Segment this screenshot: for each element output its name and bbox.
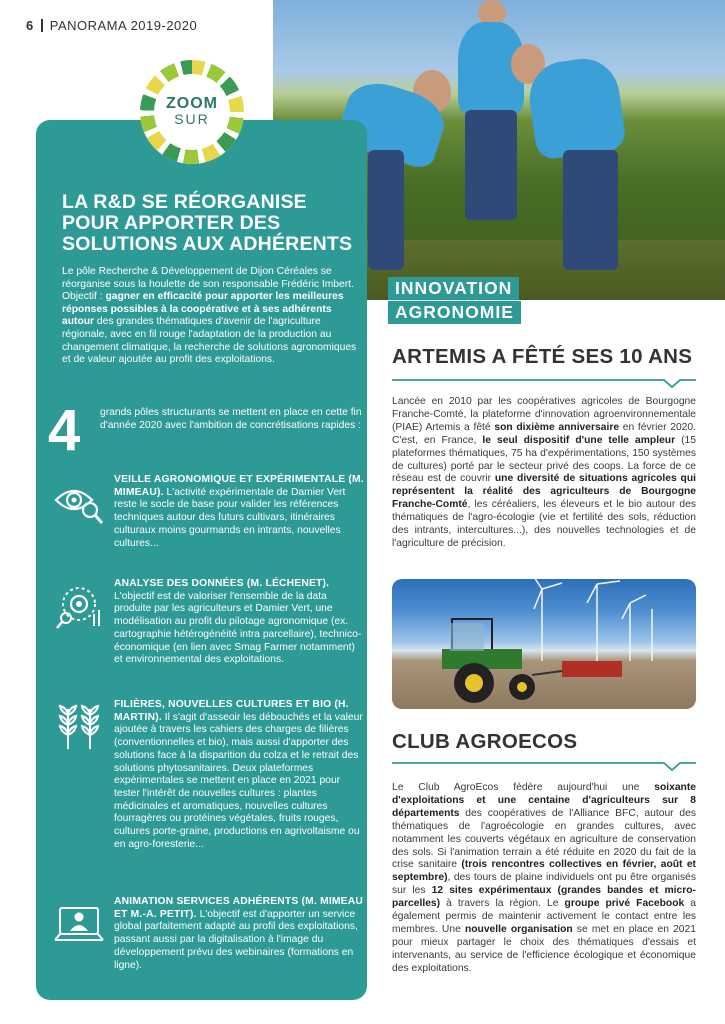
pole-heading: ANALYSE DES DONNÉES (M. LÉCHENET).	[114, 578, 330, 589]
artemis-body	[392, 396, 696, 551]
pole-body: L'objectif est d'apporter un service global parfaitement adapté au profil des exploitations, passant aussi par la digitalisation à l'image du développement prévu des webinaires (formations en ligne).	[114, 908, 358, 971]
club-body	[392, 782, 696, 976]
pole-text	[114, 578, 364, 667]
artemis-text-3: (15 plateformes thématiques, 75 ha d'expérimentations, 150 systèmes de cultures) porté par le secteur privé des coops. La force de ce réseau est de couvrir	[392, 434, 696, 485]
club-text-c: des coopératives de l'Alliance BFC, autour des thématiques de l'agroécologie en grandes cultures, avec notamment les couverts végétaux en agriculture de conservation des sols. Si l'animation terrain a été réduite en 2020 du fait de la crise sanitaire	[392, 807, 696, 871]
innovation-badge-line2: AGRONOMIE	[388, 301, 521, 324]
panel-title: LA R&D SE RÉORGANISE POUR APPORTER DES SOLUTIONS AUX ADHÉRENTS	[62, 191, 353, 255]
zoom-badge	[140, 60, 244, 164]
club-underline	[392, 757, 696, 771]
person-jeans	[368, 150, 404, 270]
club-title: CLUB AGROECOS	[392, 730, 578, 753]
artemis-bold-1: son dixième anniversaire	[494, 421, 620, 433]
laptop-user-icon	[52, 898, 106, 952]
club-bold-j: nouvelle organisation	[464, 923, 573, 935]
club-text-g: à travers la région. Le	[440, 898, 565, 910]
badge-inner	[154, 74, 230, 150]
artemis-text-4: , les céréaliers, les éleveurs et le bio autour des thématiques de l'agro-écologie (vie et fertilité des sols, réduction des intrants, intercultures...), des nouvelles technologies et de l'agriculture de précision.	[392, 499, 696, 549]
publication-name: PANORAMA 2019-2020	[49, 18, 198, 33]
club-text-i: a également permis de maintenir activement le contact entre les membres. Une	[392, 898, 696, 935]
artemis-title: ARTEMIS A FÊTÉ SES 10 ANS	[392, 345, 693, 368]
poles-intro: grands pôles structurants se mettent en place en cette fin d'année 2020 avec l'ambition de concrétisations rapides :	[100, 407, 362, 431]
header-divider	[41, 19, 43, 32]
eye-magnifier-icon	[52, 476, 106, 530]
big-number: 4	[48, 398, 81, 463]
club-bold-h: groupe privé Facebook	[564, 898, 685, 910]
pole-body: L'objectif est de valoriser l'ensemble de la data produite par les agriculteurs et Damier Vert, une modélisation au profit du pilotage agronomique (ex. cartographie hétérogénéité intra parcellaire), technico-économique (en lien avec Smag Farmer notamment) et environnemental des exploitations.	[114, 590, 362, 666]
intro-lead: Objectif :	[62, 291, 106, 303]
intro-bold: gagner en efficacité pour apporter les meilleures réponses possibles à la coopérative et à ses adhérents autour	[62, 291, 344, 328]
artemis-text-1: Lancée en 2010 par les coopératives agricoles de Bourgogne Franche-Comté, la plateforme d'innovation agroenvironnementale (PIAE) Artemis a fêté	[392, 396, 696, 433]
tractor-photo	[392, 579, 696, 709]
artemis-bold-3: une diversité de situations agricoles qui représentent la réalité des agriculteurs de Bourgogne Franche-Comté	[392, 473, 696, 511]
badge-line1: ZOOM	[166, 95, 218, 112]
club-text-k: se met en place en 2021 pour mieux partager le choix des thématiques d'essais et intervenants, au service de l'efficience écologique et économique des exploitations.	[392, 923, 696, 974]
pole-heading: ANIMATION SERVICES ADHÉRENTS (M. MIMEAU ET M.-A. PETIT).	[114, 896, 364, 920]
club-bold-b: soixante d'exploitations et une centaine d'agriculteurs sur 8 départements	[392, 782, 696, 819]
pole-heading: VEILLE AGRONOMIQUE ET EXPÉRIMENTALE (M. MIMEAU).	[114, 474, 364, 498]
innovation-badge-line1: INNOVATION	[388, 277, 519, 300]
panel-intro	[62, 266, 362, 367]
page-header	[26, 18, 197, 33]
artemis-underline	[392, 374, 696, 388]
person-shirt	[525, 54, 627, 161]
club-text-e: , des tours de plaine individuels ont pu être organisés sur les	[392, 872, 696, 897]
pole-text	[114, 474, 364, 550]
pole-text	[114, 699, 364, 851]
club-bold-d: (trois rencontres collectives en février, août et septembre)	[392, 859, 696, 884]
tractor-scene	[392, 579, 696, 709]
intro-paragraph-2	[62, 291, 362, 367]
pole-body: L'activité expérimentale de Damier Vert reste le socle de base pour valider les références techniques autour des futurs cultivars, itinéraires culturaux moins gourmands en intrants, nouvelles cultures...	[114, 486, 346, 549]
person-jeans	[465, 110, 517, 220]
artemis-bold-2: le seul dispositif d'une telle ampleur	[482, 434, 676, 446]
data-analysis-icon	[52, 580, 106, 634]
page-number: 6	[26, 18, 34, 33]
club-text-a: Le Club AgroEcos fédère aujourd'hui une	[392, 782, 655, 793]
pole-body: Il s'agit d'asseoir les débouchés et la valeur ajoutée à travers les cahiers des charges de filières (conventionnelles et bio), mais aussi d'apporter des solutions face à la disparition du colza et le retrait des solutions phytosanitaires. Deux plateformes expérimentales se mettent en place en 2021 pour tester l'intérêt de nouvelles cultures : plantes médicinales et aromatiques, nouvelles cultures fourragères ou protéines végétales, fruits rouges, cultures porte-graine, productions en agrivoltaisme ou en agro-foresterie...	[114, 711, 363, 850]
club-bold-f: 12 sites expérimentaux (grandes bandes et micro-parcelles)	[392, 885, 696, 910]
intro-paragraph-1: Le pôle Recherche & Développement de Dijon Céréales se réorganise sous la houlette de son responsable Frédéric Imbert.	[62, 266, 354, 290]
intro-rest: des grandes thématiques d'avenir de l'agriculture régionale, avec en fil rouge l'adaptation de la production au changement climatique, la recherche de solutions agronomiques et de valeur ajoutée au profit des exploitations.	[62, 316, 357, 366]
badge-line2: SUR	[174, 111, 210, 127]
pole-text	[114, 896, 364, 972]
pole-heading: FILIÈRES, NOUVELLES CULTURES ET BIO (H. MARTIN).	[114, 699, 349, 723]
wheat-icon	[52, 701, 106, 755]
artemis-text-2: en février 2020. C'est, en France,	[392, 421, 696, 446]
person-jeans	[563, 150, 618, 270]
